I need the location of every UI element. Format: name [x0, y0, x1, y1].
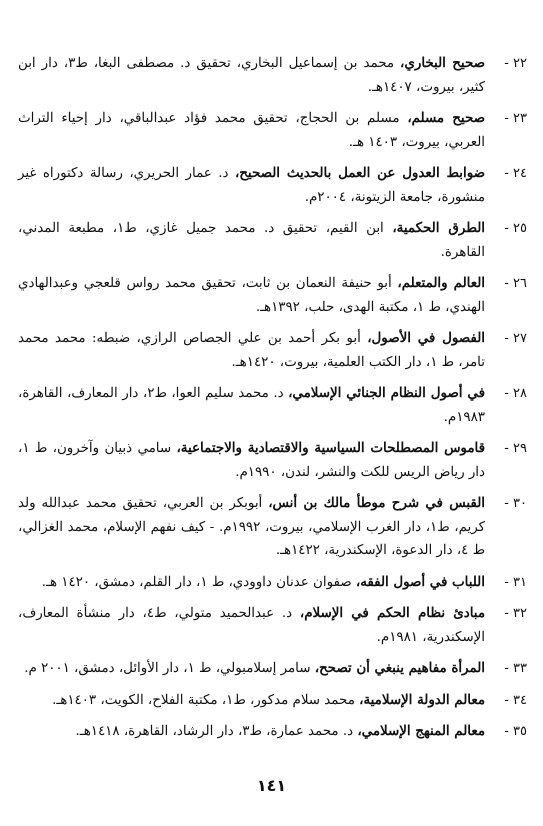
- entry-title: الطرق الحكمية،: [392, 220, 485, 236]
- bibliography-entry-25: [18, 217, 527, 264]
- entry-details: د. عبدالحميد متولي، ط٤، دار منشأة المعارف، الإسكندرية، ١٩٨١م.: [18, 606, 485, 645]
- entry-number: ٢٩ -: [504, 441, 527, 456]
- entry-title: الفصول في الأصول،: [367, 330, 485, 346]
- entry-details: سامي ذبيان وآخرون، ط ١، دار رياض الريس للكت والنشر، لندن، ١٩٩٠م.: [18, 441, 485, 480]
- entry-number: ٢٨ -: [504, 386, 527, 401]
- entry-text: [18, 571, 485, 595]
- bibliography-entry-32: [18, 602, 527, 649]
- entry-number: ٣٤ -: [504, 692, 527, 708]
- entry-details: د. محمد سليم العوا، ط٢، دار المعارف، القاهرة، ١٩٨٣م.: [18, 386, 485, 425]
- entry-title: في أصول النظام الجنائي الإسلامي،: [288, 385, 485, 401]
- bibliography-entry-29: [18, 437, 527, 484]
- bibliography-entry-26: [18, 272, 527, 319]
- entry-text: [18, 52, 485, 99]
- entry-title: معالم الدولة الإسلامية،: [359, 691, 485, 708]
- bibliography-list: [18, 52, 527, 744]
- bibliography-entry-27: [18, 327, 527, 374]
- entry-number: ٢٢ -: [504, 56, 527, 71]
- bibliography-entry-34: [18, 689, 527, 713]
- entry-details: أبو بكر أحمد بن علي الجصاص الرازي، ضبطه: محمد محمد تامر، ط ١، دار الكتب العلمية، بيروت، ١٤٢٠هـ.: [18, 331, 485, 370]
- entry-number: ٢٥ -: [504, 221, 527, 236]
- entry-number: ٢٦ -: [504, 276, 527, 291]
- entry-text: [18, 689, 485, 713]
- entry-number: ٢٧ -: [504, 331, 527, 346]
- entry-text: [18, 272, 485, 319]
- entry-number: ٣٠ -: [504, 496, 527, 511]
- entry-title: ضوابط العدول عن العمل بالحديث الصحيح،: [234, 165, 485, 181]
- entry-text: [18, 437, 485, 484]
- entry-details: د. عمار الحريري، رسالة دكتوراه غير منشورة، جامعة الزيتونة، ٢٠٠٤م.: [18, 166, 485, 205]
- entry-details: محمد بن إسماعيل البخاري، تحقيق د. مصطفى البغا، ط٣، دار ابن كثير، بيروت، ١٤٠٧هـ.: [18, 56, 485, 95]
- entry-number: ٣١ -: [504, 574, 527, 590]
- entry-details: سامر إسلامبولي، ط ١، دار الأوائل، دمشق، ٢٠٠١ م.: [24, 661, 315, 676]
- entry-number: ٢٤ -: [504, 166, 527, 181]
- entry-text: [18, 107, 485, 154]
- bibliography-entry-33: [18, 657, 527, 681]
- page-number: ١٤١: [256, 776, 287, 795]
- bibliography-entry-24: [18, 162, 527, 209]
- entry-details: د. محمد عمارة، ط٣، دار الرشاد، القاهرة، ١٤١٨هـ.: [75, 724, 358, 739]
- entry-title: العالم والمتعلم،: [397, 275, 485, 291]
- entry-title: اللباب في أصول الفقه،: [355, 573, 485, 590]
- entry-title: صحيح البخاري،: [400, 55, 485, 71]
- entry-details: صفوان عدنان داوودي، ط ١، دار القلم، دمشق، ١٤٢٠ هـ.: [41, 574, 356, 590]
- entry-number: ٢٣ -: [504, 111, 527, 126]
- entry-text: [18, 217, 485, 264]
- entry-details: ابن القيم، تحقيق د. محمد جميل غازي، ط١، مطبعة المدني، القاهرة.: [18, 221, 485, 260]
- entry-text: [18, 382, 485, 429]
- entry-text: [18, 720, 485, 744]
- entry-details: محمد سلام مدكور، ط١، مكتبة الفلاح، الكويت، ١٤٠٣هـ.: [52, 692, 360, 708]
- entry-title: صحيح مسلم،: [407, 110, 485, 126]
- entry-title: المرأة مفاهيم ينبغي أن تصحح،: [314, 660, 485, 676]
- entry-details: مسلم بن الحجاج، تحقيق محمد فؤاد عبدالباقي، دار إحياء التراث العربي، بيروت، ١٤٠٣ هـ.: [18, 111, 485, 150]
- bibliography-entry-30: [18, 492, 527, 563]
- entry-text: [18, 162, 485, 209]
- bibliography-entry-23: [18, 107, 527, 154]
- entry-number: ٣٢ -: [504, 606, 527, 621]
- entry-text: [18, 327, 485, 374]
- entry-title: قاموس المصطلحات السياسية والاقتصادية والاجتماعية،: [176, 440, 485, 456]
- bibliography-entry-28: [18, 382, 527, 429]
- entry-number: ٣٥ -: [504, 724, 527, 739]
- entry-title: القبس في شرح موطأ مالك بن أنس،: [268, 495, 485, 511]
- bibliography-entry-35: [18, 720, 527, 744]
- entry-details: أبوبكر بن العربي، تحقيق محمد عبدالله ولد كريم، ط١، دار الغرب الإسلامي، بيروت، ١٩٩٢م. - كيف نفهم الإسلام، محمد الغزالي، ط ٤، دار الدعوة، الإسكندرية، ١٤٢٢هـ.: [18, 496, 485, 558]
- entry-details: أبو حنيفة النعمان بن ثابت، تحقيق محمد رواس قلعجي وعبدالهادي الهندي، ط ١، مكتبة الهدى، حلب، ١٣٩٢هـ.: [18, 276, 485, 315]
- bibliography-entry-31: [18, 571, 527, 595]
- entry-number: ٣٣ -: [504, 661, 527, 676]
- entry-text: [18, 602, 485, 649]
- bibliography-entry-22: [18, 52, 527, 99]
- entry-text: [18, 657, 485, 681]
- entry-title: معالم المنهج الإسلامي،: [357, 723, 485, 739]
- entry-text: [18, 492, 485, 563]
- entry-title: مبادئ نظام الحكم في الإسلام،: [299, 605, 485, 621]
